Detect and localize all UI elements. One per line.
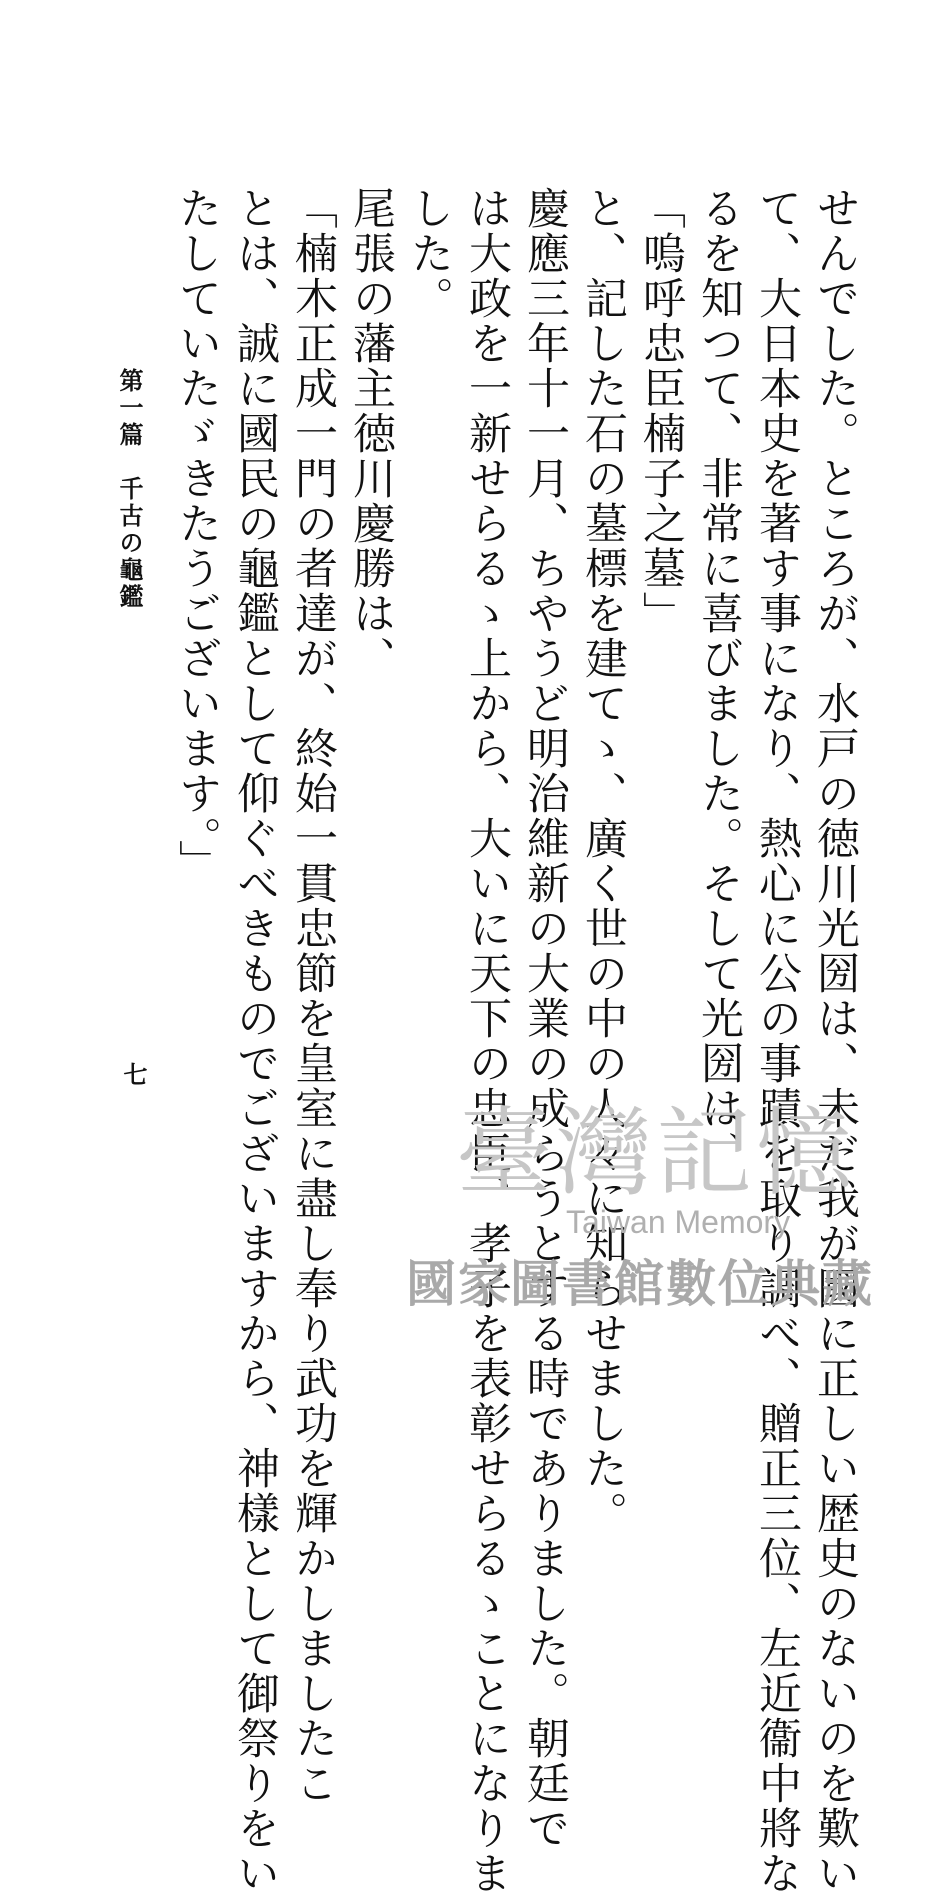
running-head: 第一篇 千古の龜鑑	[115, 368, 144, 611]
page-number: 七	[119, 1062, 148, 1086]
watermark-chinese: 國家圖書館數位典藏	[406, 1255, 874, 1313]
watermark-english: Taiwan Memory	[566, 1204, 791, 1240]
text-line: 慶應三年十一月、ちやうど明治維新の大業の成らうとする時でありました。朝廷で	[520, 186, 570, 1851]
text-line: と、記した石の墓標を建てゝ、廣く世の中の人々に知らせました。	[578, 186, 628, 1536]
body-text	[168, 186, 864, 1896]
quoted-inscription: 「嗚呼忠臣楠子之墓」	[636, 186, 686, 636]
quoted-speech-line: たしていたゞきたうございます。」	[172, 186, 222, 885]
watermark-logo: 臺灣記憶	[456, 1097, 856, 1209]
text-line: せんでした。ところが、水戸の徳川光圀は、未だ我が國に正しい歴史のないのを歎い	[810, 186, 860, 1896]
text-line: は大政を一新せらるゝ上から、大いに天下の忠臣、孝子を表彰せらるゝことになりま	[462, 186, 512, 1896]
text-line: るを知つて、非常に喜びました。そして光圀は、	[694, 186, 744, 1176]
text-line: した。	[404, 186, 454, 321]
quoted-speech-line: 「楠木正成一門の者達が、終始一貫忠節を皇室に盡し奉り武功を輝かしましたこ	[288, 186, 338, 1806]
text-line: 尾張の藩主徳川慶勝は、	[346, 186, 396, 681]
text-line: て、大日本史を著す事になり、熱心に公の事蹟を取り調べ、贈正三位、左近衞中將な	[752, 186, 802, 1896]
quoted-speech-line: とは、誠に國民の龜鑑として仰ぐべきものでございますから、神樣として御祭りをい	[230, 186, 280, 1896]
